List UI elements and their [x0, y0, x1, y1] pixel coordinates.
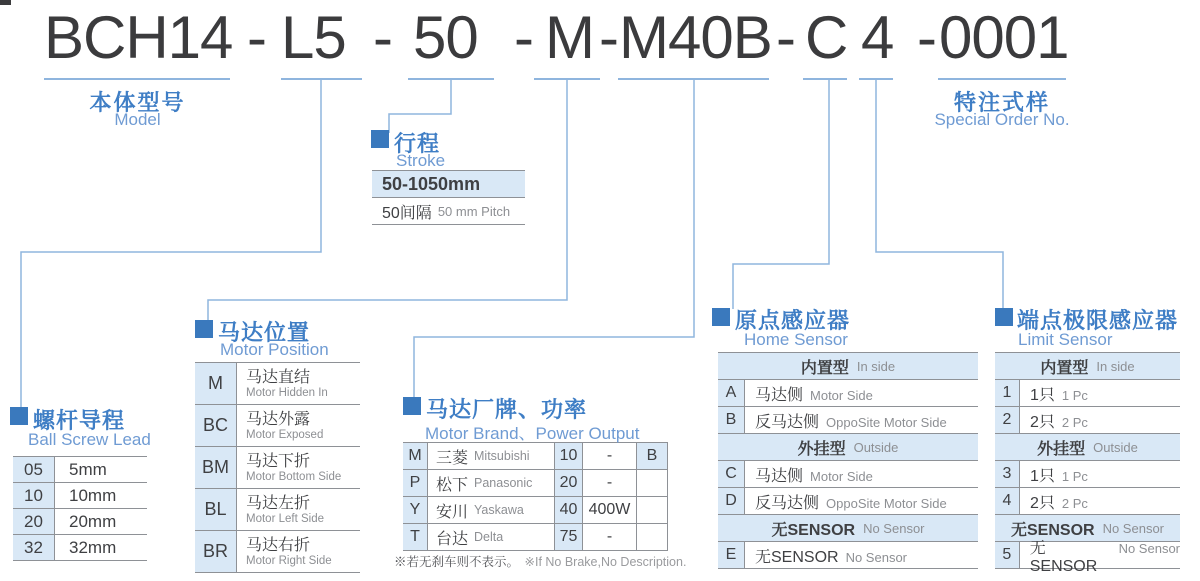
sensor-en: Motor Side	[810, 387, 873, 403]
stroke-range-row	[372, 171, 525, 198]
motor-position-row	[195, 363, 360, 405]
home-sensor-row	[718, 380, 978, 407]
sensor-code: E	[718, 542, 745, 568]
limit-sensor-row	[995, 488, 1180, 515]
motor-position-code: M	[195, 363, 237, 404]
sensor-zh: 反马达侧	[755, 413, 820, 431]
sensor-desc	[1020, 463, 1088, 486]
sensor-desc	[1020, 382, 1088, 405]
band-zh: 外挂型	[797, 440, 846, 458]
motor-position-zh: 马达左折	[246, 494, 311, 512]
ball-screw-code: 05	[13, 457, 55, 482]
ball-screw-row	[13, 483, 147, 509]
home-sensor-row	[718, 542, 978, 569]
brake-footnote-en: ※If No Brake,No Description.	[524, 555, 687, 569]
code-segment-home-sensor: C	[805, 4, 848, 71]
home-sensor-band	[718, 434, 978, 461]
motor-position-en: Motor Left Side	[246, 512, 324, 525]
ball-screw-row	[13, 509, 147, 535]
ball-screw-row	[13, 457, 147, 483]
code-segment-position: M	[545, 4, 594, 71]
sensor-desc	[1020, 490, 1088, 513]
leader-stroke	[389, 80, 451, 133]
motor-position-zh: 马达直结	[246, 368, 311, 386]
motor-brand-row	[403, 524, 668, 551]
motor-position-table	[195, 362, 360, 573]
sensor-desc	[745, 409, 947, 432]
motor-brand-heading-zh: 马达厂牌、功率	[426, 397, 588, 422]
motor-brand-table	[403, 442, 668, 551]
band-en: No Sensor	[863, 520, 925, 536]
brand-zh: 安川	[436, 503, 469, 521]
limit-sensor-heading-en: Limit Sensor	[1018, 330, 1113, 349]
limit-sensor-row	[995, 539, 1180, 575]
stroke-heading-en: Stroke	[396, 151, 446, 170]
sensor-zh: 2只	[1030, 413, 1055, 431]
brand-en: Delta	[474, 530, 504, 544]
band-zh: 无SENSOR	[771, 521, 856, 539]
code-segment-stroke: 50	[413, 4, 478, 71]
code-separator: -	[373, 4, 392, 71]
motor-brand-bullet-icon	[403, 397, 421, 415]
sensor-zh: 反马达侧	[755, 494, 820, 512]
ball-screw-heading-en: Ball Screw Lead	[28, 430, 151, 449]
stroke-heading-zh: 行程	[394, 131, 441, 156]
brand-zh: 台达	[436, 530, 469, 548]
motor-brand-name	[428, 443, 555, 469]
code-segment-brand-power: M40B	[619, 4, 772, 71]
motor-position-desc	[237, 452, 341, 484]
motor-position-en: Motor Bottom Side	[246, 470, 342, 483]
motor-position-en: Motor Right Side	[246, 554, 332, 567]
sensor-desc	[745, 544, 907, 567]
code-separator: -	[247, 4, 266, 71]
motor-position-zh: 马达下折	[246, 452, 311, 470]
sensor-zh: 1只	[1030, 467, 1055, 485]
motor-position-row	[195, 447, 360, 489]
code-segment-model: BCH14	[44, 4, 233, 71]
power-code: 75	[555, 524, 583, 550]
sensor-code: A	[718, 380, 745, 406]
motor-brand-row	[403, 497, 668, 524]
motor-position-row	[195, 489, 360, 531]
ball-screw-code: 20	[13, 509, 55, 534]
motor-position-zh: 马达外露	[246, 410, 311, 428]
ball-screw-value: 10mm	[69, 485, 117, 505]
sensor-zh: 2只	[1030, 494, 1055, 512]
ball-screw-value: 32mm	[69, 537, 117, 557]
sensor-desc	[745, 490, 947, 513]
motor-position-heading-zh: 马达位置	[218, 320, 311, 345]
sensor-zh: 无SENSOR	[1029, 539, 1098, 575]
motor-brand-name	[428, 470, 555, 496]
home-sensor-row	[718, 488, 978, 515]
leader-home-sensor	[733, 80, 829, 309]
special-order-label-en: Special Order No.	[934, 110, 1070, 129]
brake-code	[637, 524, 668, 550]
motor-brand-row	[403, 443, 668, 470]
motor-position-desc	[237, 410, 323, 442]
band-en: Outside	[853, 439, 899, 455]
stroke-table	[372, 170, 525, 225]
code-separator: -	[776, 4, 795, 71]
sensor-desc	[745, 463, 873, 486]
model-label-zh: 本体型号	[89, 90, 186, 115]
motor-position-code: BL	[195, 489, 237, 530]
sensor-code: D	[718, 488, 745, 514]
sensor-en: 2 Pc	[1061, 495, 1088, 511]
sensor-en: No Sensor	[1118, 540, 1180, 556]
power-value: 400W	[583, 497, 637, 523]
home-sensor-band	[718, 515, 978, 542]
motor-brand-heading-en: Motor Brand、Power Output	[425, 424, 640, 443]
power-value: -	[583, 443, 637, 469]
sensor-en: No Sensor	[845, 549, 907, 565]
sensor-zh: 无SENSOR	[755, 548, 839, 566]
stroke-range: 50-1050mm	[382, 173, 481, 194]
motor-position-code: BM	[195, 447, 237, 488]
brake-footnote	[394, 552, 686, 570]
home-sensor-row	[718, 407, 978, 434]
brand-zh: 松下	[436, 476, 469, 494]
band-en: Outside	[1093, 439, 1138, 455]
limit-sensor-band	[995, 353, 1180, 380]
stroke-bullet-icon	[371, 130, 389, 148]
sensor-zh: 1只	[1030, 386, 1055, 404]
brake-code: B	[637, 443, 668, 469]
motor-position-en: Motor Exposed	[246, 428, 324, 441]
motor-position-heading-en: Motor Position	[220, 340, 329, 359]
model-label-en: Model	[114, 110, 161, 129]
motor-brand-code: Y	[403, 497, 428, 523]
brand-en: Panasonic	[474, 476, 533, 490]
code-separator: -	[599, 4, 618, 71]
sensor-code: 2	[995, 407, 1020, 433]
ball-screw-value: 20mm	[69, 511, 117, 531]
band-zh: 无SENSOR	[1011, 521, 1095, 539]
sensor-en: 2 Pc	[1061, 414, 1088, 430]
ball-screw-table	[13, 456, 147, 561]
ball-screw-code: 32	[13, 535, 55, 560]
ball-screw-row	[13, 535, 147, 561]
motor-brand-code: P	[403, 470, 428, 496]
sensor-en: OppoSite Motor Side	[826, 495, 947, 511]
special-order-label-zh: 特注式样	[953, 90, 1050, 115]
sensor-code: B	[718, 407, 745, 433]
power-code: 40	[555, 497, 583, 523]
stroke-pitch-zh: 50间隔	[382, 204, 432, 222]
code-separator: -	[514, 4, 533, 71]
sensor-code: 1	[995, 380, 1020, 406]
sensor-code: 5	[995, 542, 1020, 568]
sensor-desc	[1020, 409, 1088, 432]
brake-code	[637, 470, 668, 496]
ball-screw-heading-zh: 螺杆导程	[33, 408, 126, 433]
home-sensor-table	[718, 352, 978, 569]
power-value: -	[583, 524, 637, 550]
sensor-zh: 马达侧	[755, 386, 804, 404]
home-sensor-bullet-icon	[712, 308, 730, 326]
limit-sensor-row	[995, 380, 1180, 407]
motor-position-desc	[237, 536, 332, 568]
motor-brand-row	[403, 470, 668, 497]
stroke-pitch-row	[372, 198, 525, 225]
motor-position-row	[195, 405, 360, 447]
motor-brand-code: T	[403, 524, 428, 550]
stroke-pitch-en: 50 mm Pitch	[437, 203, 511, 219]
motor-brand-code: M	[403, 443, 428, 469]
sensor-desc	[1020, 535, 1180, 576]
sensor-en: 1 Pc	[1061, 387, 1088, 403]
sensor-en: Motor Side	[810, 468, 873, 484]
leader-motor-brand	[414, 80, 694, 399]
band-zh: 外挂型	[1037, 440, 1086, 458]
home-sensor-heading-zh: 原点感应器	[735, 308, 851, 333]
ball-screw-bullet-icon	[10, 407, 28, 425]
brand-zh: 三菱	[436, 449, 469, 467]
power-value: -	[583, 470, 637, 496]
motor-brand-name	[428, 497, 555, 523]
motor-position-code: BC	[195, 405, 237, 446]
brand-en: Mitsubishi	[474, 449, 530, 463]
limit-sensor-row	[995, 407, 1180, 434]
home-sensor-heading-en: Home Sensor	[744, 330, 848, 349]
brake-footnote-zh: ※若无刹车则不表示。	[394, 555, 520, 569]
code-segment-lead: L5	[281, 4, 346, 71]
ball-screw-code: 10	[13, 483, 55, 508]
limit-sensor-table	[995, 352, 1180, 575]
power-code: 20	[555, 470, 583, 496]
brake-code	[637, 497, 668, 523]
motor-position-bullet-icon	[195, 320, 213, 338]
band-en: No Sensor	[1102, 520, 1164, 536]
power-code: 10	[555, 443, 583, 469]
motor-position-desc	[237, 494, 324, 526]
sensor-code: 3	[995, 461, 1020, 487]
motor-position-desc	[237, 368, 328, 400]
limit-sensor-heading-zh: 端点极限感应器	[1017, 308, 1179, 333]
limit-sensor-band	[995, 434, 1180, 461]
band-zh: 内置型	[1040, 359, 1089, 377]
sensor-en: OppoSite Motor Side	[826, 414, 947, 430]
code-segment-limit-sensor: 4	[861, 4, 894, 71]
sensor-code: C	[718, 461, 745, 487]
sensor-desc	[745, 382, 873, 405]
motor-position-en: Motor Hidden In	[246, 386, 328, 399]
home-sensor-row	[718, 461, 978, 488]
limit-sensor-row	[995, 461, 1180, 488]
motor-brand-name	[428, 524, 555, 550]
sensor-code: 4	[995, 488, 1020, 514]
band-en: In side	[1096, 358, 1135, 374]
motor-position-code: BR	[195, 531, 237, 572]
motor-position-zh: 马达右折	[246, 536, 311, 554]
sensor-zh: 马达侧	[755, 467, 804, 485]
band-en: In side	[856, 358, 896, 374]
code-segment-special-order: 0001	[939, 4, 1069, 71]
brand-en: Yaskawa	[474, 503, 524, 517]
motor-position-row	[195, 531, 360, 573]
limit-sensor-bullet-icon	[995, 308, 1013, 326]
code-separator: -	[917, 4, 936, 71]
sensor-en: 1 Pc	[1061, 468, 1088, 484]
band-zh: 内置型	[800, 359, 849, 377]
home-sensor-band	[718, 353, 978, 380]
ball-screw-value: 5mm	[69, 459, 107, 479]
